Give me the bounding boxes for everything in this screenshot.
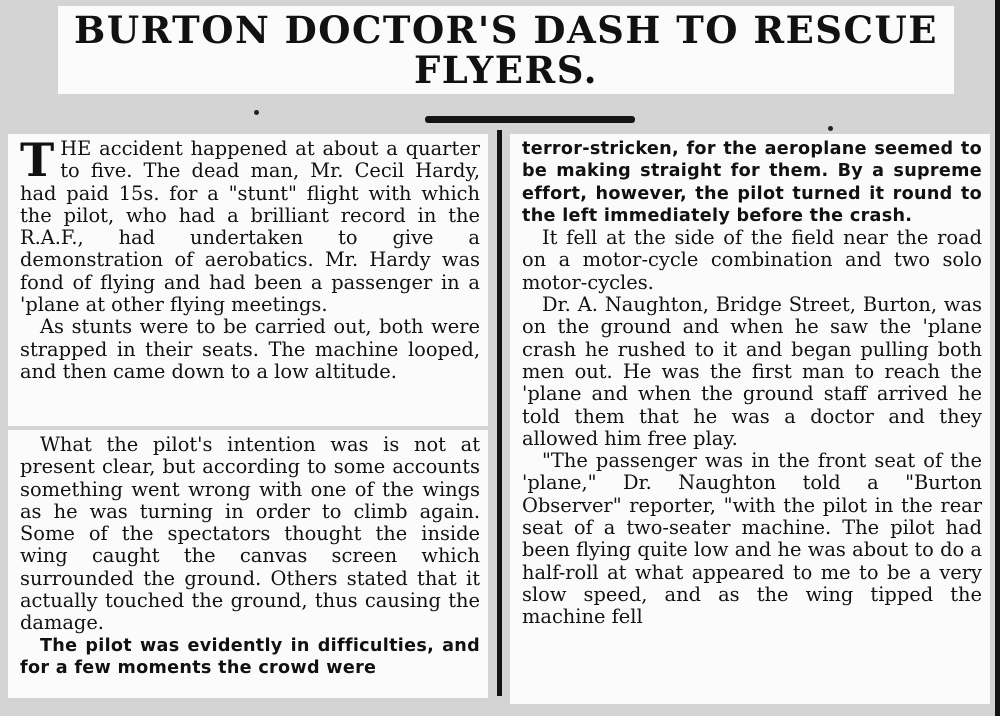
column-rule xyxy=(497,130,502,696)
article-column-3 xyxy=(510,134,990,704)
page-edge-rule xyxy=(995,0,1000,716)
article-column-2 xyxy=(8,430,488,698)
paragraph: As stunts were to be carried out, both were strapped in their seats. The machine looped, and then came down to a low altitude. xyxy=(20,315,480,383)
paragraph: Dr. A. Naughton, Bridge Street, Burton, was on the ground and when he saw the 'plane crash he rushed to it and began pulling both men out. He was the first man to reach the 'plane and when the ground staff arrived he told them that he was a doctor and they allowed him free play. xyxy=(522,293,982,450)
print-speck xyxy=(254,110,259,115)
paragraph: What the pilot's intention was is not at present clear, but according to some accounts something went wrong with one of the wings as he was turning in order to climb again. Some of the spectators thought the inside wing caught the canvas screen which surrounded the ground. Others stated that it actually touched the ground, thus causing the damage. xyxy=(20,433,480,635)
headline-clip xyxy=(58,6,954,94)
dropcap: T xyxy=(20,134,55,187)
article-column-1 xyxy=(8,134,488,426)
paragraph-bold: terror-stricken, for the aeroplane seemed to be making straight for them. By a supreme effort, however, the pilot turned it round to the left immediately before the crash. xyxy=(522,139,982,226)
print-speck xyxy=(828,126,833,131)
paragraph: It fell at the side of the field near the road on a motor-cycle combination and two solo motor-cycles. xyxy=(522,226,982,294)
paragraph: HE accident happened at about a quarter to five. The dead man, Mr. Cecil Hardy, had paid 15s. for a "stunt" flight with which the pilot, who had a brilliant record in the R.A.F., had undertaken to give a demonstration of aerobatics. Mr. Hardy was fond of flying and had been a passenger in a 'plane at other flying meetings. xyxy=(20,137,480,317)
headline: BURTON DOCTOR'S DASH TO RESCUE FLYERS. xyxy=(74,8,938,92)
paragraph-bold: The pilot was evidently in difficulties, and for a few moments the crowd were xyxy=(20,635,480,678)
headline-rule xyxy=(425,116,635,123)
paragraph: "The passenger was in the front seat of the 'plane," Dr. Naughton told a "Burton Observer" reporter, "with the pilot in the rear seat of a two-seater machine. The pilot had been flying quite low and he was about to do a half-roll at what appeared to me to be a very slow speed, and as the wing tipped the machine fell xyxy=(522,449,982,629)
